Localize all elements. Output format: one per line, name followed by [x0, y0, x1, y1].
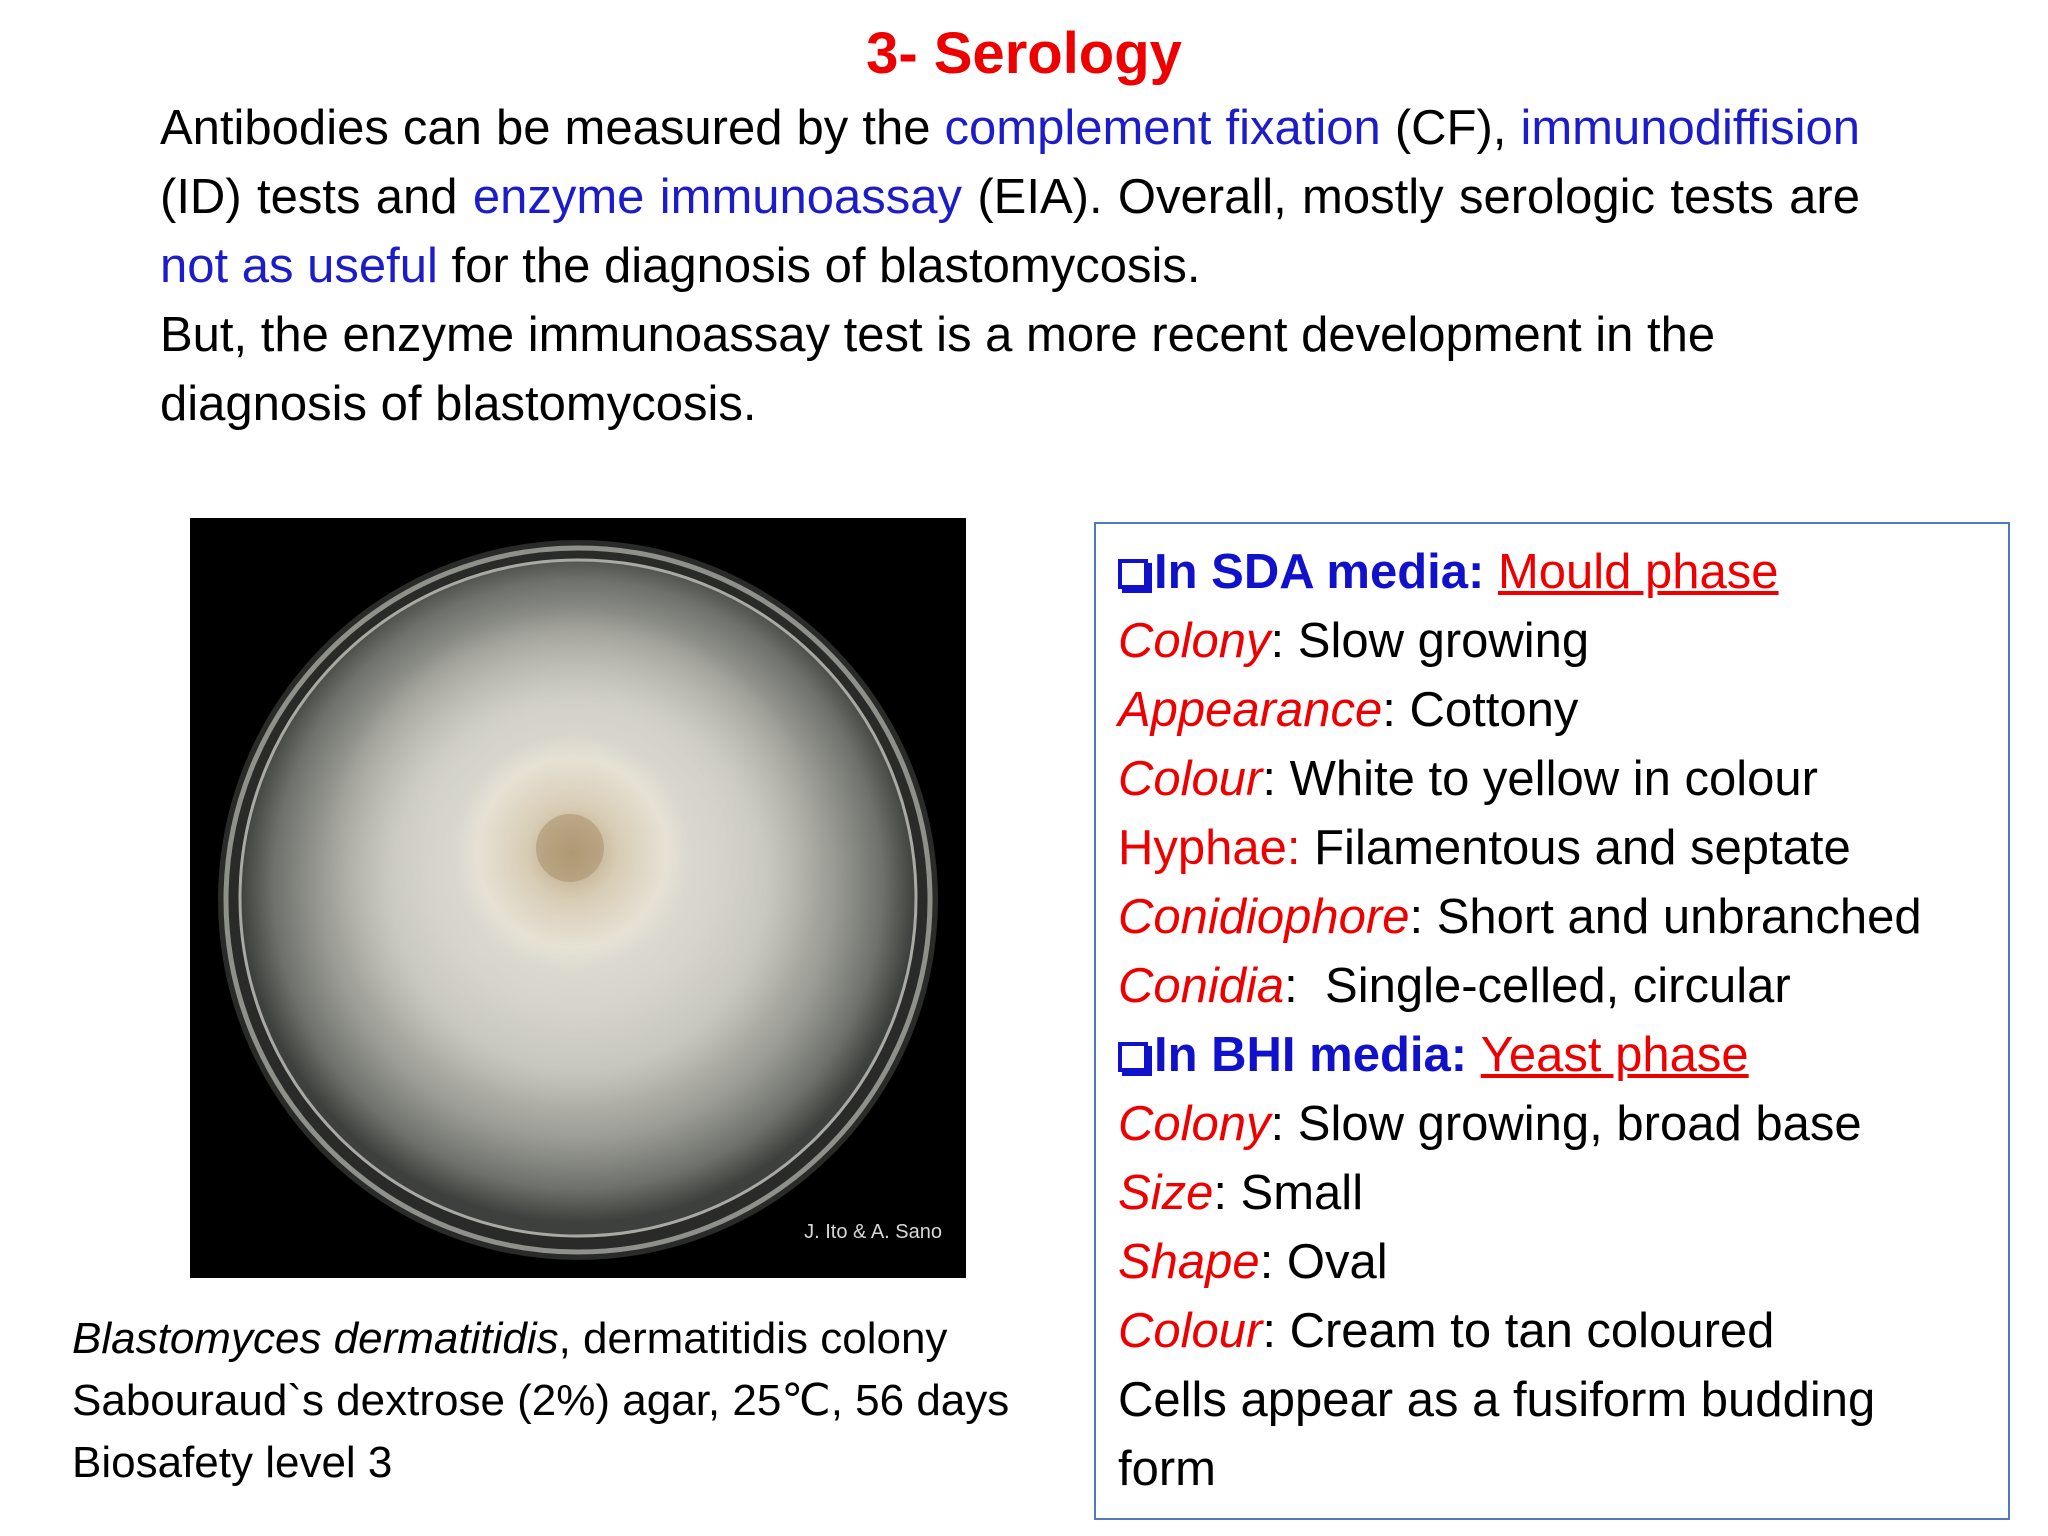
row-value: : Small	[1213, 1166, 1364, 1220]
highlight-complement-fixation: complement fixation	[944, 101, 1381, 155]
sda-row-conidiophore	[1118, 883, 2008, 952]
caption-species: Blastomyces dermatitidis	[72, 1314, 559, 1363]
checkbox-bullet-icon	[1118, 1042, 1148, 1072]
bhi-note-line-1: Cells appear as a fusiform budding	[1118, 1373, 1876, 1427]
bhi-heading-label: In BHI media:	[1154, 1028, 1481, 1082]
bhi-row-size	[1118, 1159, 2008, 1228]
row-label: Colony	[1118, 614, 1271, 668]
intro-text-run: Antibodies can be measured by the	[160, 101, 945, 155]
bhi-heading	[1118, 1021, 2008, 1090]
petri-dish-photo	[190, 518, 966, 1278]
intro-text-run: (EIA). Overall, mostly serologic tests are	[962, 170, 1860, 224]
media-characteristics-box	[1094, 522, 2010, 1520]
row-value: : White to yellow in colour	[1262, 752, 1818, 806]
row-value: : Cottony	[1382, 683, 1579, 737]
bhi-note-line-2: form	[1118, 1442, 1216, 1496]
intro-text-run: for the diagnosis of blastomycosis.	[437, 239, 1201, 293]
slide-title: 3- Serology	[866, 21, 1182, 86]
row-value: : Single-celled, circular	[1284, 959, 1791, 1013]
row-value: : Short and unbranched	[1409, 890, 1922, 944]
row-label: Appearance	[1118, 683, 1383, 737]
bhi-row-colony	[1118, 1090, 2008, 1159]
photo-caption	[72, 1308, 1072, 1494]
row-label: Shape	[1118, 1235, 1260, 1289]
row-label: Conidiophore	[1118, 890, 1410, 944]
bhi-phase: Yeast phase	[1480, 1028, 1749, 1082]
intro-text-run: (CF),	[1380, 101, 1521, 155]
checkbox-bullet-icon	[1118, 559, 1148, 589]
petri-dish-illustration	[190, 518, 966, 1278]
row-label: Colour	[1118, 1304, 1263, 1358]
intro-paragraph-1	[160, 94, 1860, 301]
highlight-immunodiffision: immunodiffision	[1520, 101, 1860, 155]
intro-paragraph-2: But, the enzyme immunoassay test is a more recent development in the diagnosis of blastomycosis.	[160, 308, 1716, 431]
intro-text	[160, 94, 1860, 439]
sda-heading	[1118, 538, 2008, 607]
row-value: : Cream to tan coloured	[1262, 1304, 1775, 1358]
bhi-row-colour	[1118, 1297, 2008, 1366]
row-label: Hyphae:	[1118, 821, 1301, 875]
caption-colony: , dermatitidis colony	[558, 1314, 948, 1363]
sda-row-appearance	[1118, 676, 2008, 745]
sda-heading-label: In SDA media:	[1154, 545, 1498, 599]
row-value: : Slow growing	[1270, 614, 1590, 668]
intro-text-run: (ID) tests and	[160, 170, 473, 224]
row-value: : Oval	[1259, 1235, 1388, 1289]
sda-row-hyphae	[1118, 814, 2008, 883]
row-label: Size	[1118, 1166, 1214, 1220]
caption-line-3: Biosafety level 3	[72, 1438, 393, 1487]
sda-row-conidia	[1118, 952, 2008, 1021]
highlight-not-as-useful: not as useful	[160, 239, 438, 293]
bhi-row-shape	[1118, 1228, 2008, 1297]
row-label: Conidia	[1118, 959, 1285, 1013]
sda-row-colour	[1118, 745, 2008, 814]
sda-phase: Mould phase	[1497, 545, 1779, 599]
photo-credit: J. Ito & A. Sano	[804, 1221, 942, 1243]
caption-line-1	[72, 1308, 1072, 1370]
row-label: Colour	[1118, 752, 1263, 806]
sda-row-colony	[1118, 607, 2008, 676]
highlight-enzyme-immunoassay: enzyme immunoassay	[472, 170, 963, 224]
caption-line-2: Sabouraud`s dextrose (2%) agar, 25℃, 56 days	[72, 1376, 1010, 1425]
colony-core	[536, 814, 604, 882]
row-value: Filamentous and septate	[1300, 821, 1851, 875]
row-label: Colony	[1118, 1097, 1271, 1151]
row-value: : Slow growing, broad base	[1270, 1097, 1862, 1151]
